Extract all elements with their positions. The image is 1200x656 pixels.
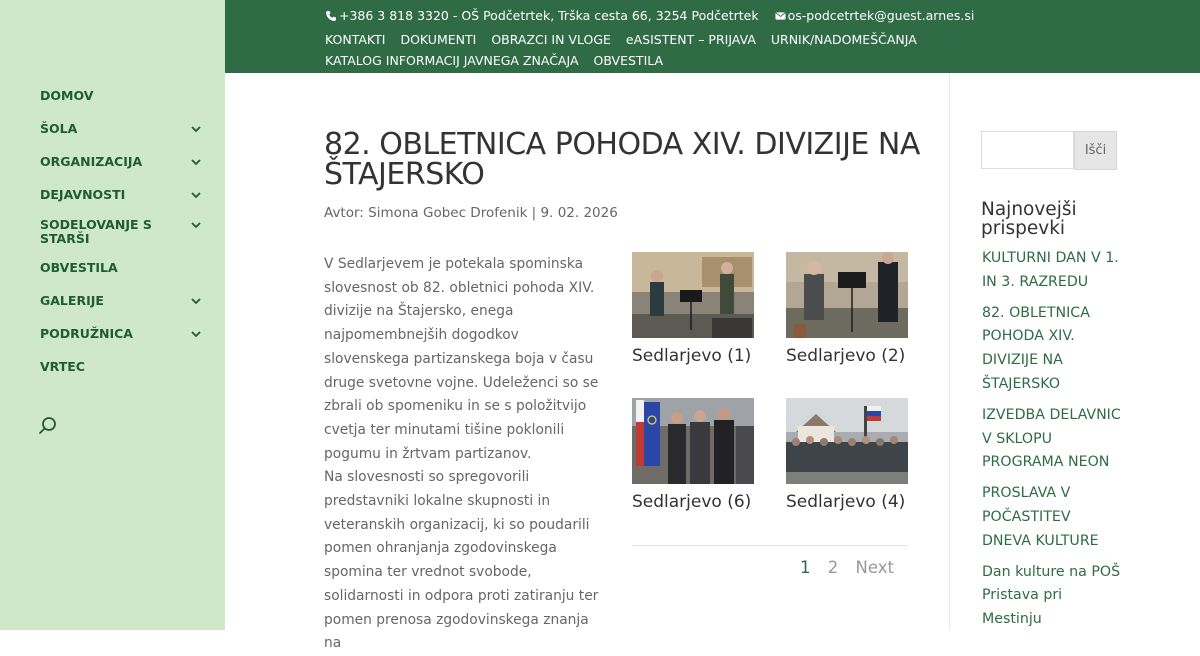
article-paragraph: Na slovesnosti so spregovorili predstavniki lokalne skupnosti in veteranskih organizacij, ki so poudarili pomen ohranjanja zgodovinskega spomina ter vrednot svobode, solidarnosti in odpora proti zatiranju ter pomen prenosa zgodovinskega znanja na	[324, 469, 599, 652]
gallery-caption[interactable]: Sedlarjevo (1)	[632, 346, 752, 366]
article-title: 82. OBLETNICA POHODA XIV. DIVIZIJE NA ŠTAJERSKO	[324, 127, 920, 192]
topnav-katalog-informacij[interactable]: KATALOG INFORMACIJ JAVNEGA ZNAČAJA	[325, 53, 579, 68]
next-page-link[interactable]: Next	[855, 558, 894, 577]
nav-item-label: ORGANIZACIJA	[40, 154, 143, 169]
nav-item-label: VRTEC	[40, 359, 85, 374]
main-nav	[40, 86, 210, 390]
topnav-urnik-nadomescanja[interactable]: URNIK/NADOMEŠČANJA	[770, 32, 917, 47]
topnav-easistent-prijava[interactable]: eASISTENT – PRIJAVA	[625, 32, 756, 47]
nav-item-sola[interactable]	[40, 119, 210, 139]
contact-info	[325, 8, 974, 23]
search-button[interactable]: Išči	[1074, 131, 1117, 170]
content-divider	[949, 73, 950, 630]
gallery-divider	[632, 545, 908, 546]
gallery-thumbnail[interactable]	[632, 398, 754, 484]
topnav-kontakti[interactable]: KONTAKTI	[325, 32, 386, 47]
gallery-caption[interactable]: Sedlarjevo (6)	[632, 492, 752, 512]
article-meta: Avtor: Simona Gobec Drofenik | 9. 02. 2026	[324, 205, 618, 221]
nav-item-podruznica[interactable]	[40, 324, 210, 344]
recent-posts-heading: Najnovejši prispevki	[981, 199, 1077, 239]
nav-item-label: PODRUŽNICA	[40, 326, 133, 341]
nav-item-obvestila[interactable]	[40, 258, 210, 278]
top-header	[225, 0, 1200, 73]
chevron-down-icon[interactable]	[190, 123, 202, 135]
nav-item-label: OBVESTILA	[40, 260, 118, 275]
recent-posts-list	[982, 247, 1122, 639]
gallery-caption[interactable]: Sedlarjevo (4)	[786, 492, 906, 512]
topnav-obrazci-in-vloge[interactable]: OBRAZCI IN VLOGE	[491, 32, 611, 47]
page-2-link[interactable]: 2	[827, 558, 839, 577]
nav-item-dejavnosti[interactable]	[40, 185, 210, 205]
gallery-caption[interactable]: Sedlarjevo (2)	[786, 346, 906, 366]
nav-item-label: SODELOVANJE S STARŠI	[40, 217, 152, 246]
chevron-down-icon[interactable]	[190, 295, 202, 307]
email-link[interactable]: os-podcetrtek@guest.arnes.si	[787, 8, 975, 23]
chevron-down-icon[interactable]	[190, 156, 202, 168]
gallery-item[interactable]	[632, 252, 754, 366]
nav-item-domov[interactable]	[40, 86, 210, 106]
topnav-dokumenti[interactable]: DOKUMENTI	[400, 32, 477, 47]
chevron-down-icon[interactable]	[190, 219, 202, 231]
gallery-item[interactable]	[786, 398, 908, 512]
article-paragraph: V Sedlarjevem je potekala spominska slovesnost ob 82. obletnici pohoda XIV. divizije na Štajersko, enega najpomembnejših dogodkov slovenskega partizanskega boja v času druge svetovne vojne. Udeleženci so se zbrali ob spomeniku in se s položitvijo cvetja ter minutami tišine poklonili pogumu in žrtvam partizanov.	[324, 256, 599, 462]
gallery-thumbnail[interactable]	[786, 252, 908, 338]
chevron-down-icon[interactable]	[190, 189, 202, 201]
nav-item-label: DEJAVNOSTI	[40, 187, 126, 202]
topnav-obvestila[interactable]: OBVESTILA	[593, 53, 664, 68]
nav-item-organizacija[interactable]	[40, 152, 210, 172]
nav-item-label: ŠOLA	[40, 121, 78, 136]
gallery-pagination	[800, 558, 894, 577]
nav-item-label: GALERIJE	[40, 293, 104, 308]
recent-post-link[interactable]: KULTURNI DAN V 1. IN 3. RAZREDU	[982, 250, 1119, 290]
chevron-down-icon[interactable]	[190, 328, 202, 340]
gallery-thumbnail[interactable]	[786, 398, 908, 484]
article-body	[324, 253, 606, 656]
nav-item-label: DOMOV	[40, 88, 94, 103]
gallery-item[interactable]	[786, 252, 908, 366]
recent-post-link[interactable]: IZVEDBA DELAVNIC V SKLOPU PROGRAMA NEON	[982, 406, 1121, 471]
recent-post-link[interactable]: PROSLAVA V POČASTITEV DNEVA KULTURE	[982, 485, 1099, 549]
left-sidebar	[0, 0, 225, 630]
secondary-nav	[325, 29, 965, 71]
recent-post-link[interactable]: Dan kulture na POŠ Pristava pri Mestinju	[982, 563, 1121, 628]
nav-item-vrtec[interactable]	[40, 357, 210, 377]
phone-icon	[325, 10, 337, 22]
envelope-icon	[775, 10, 786, 22]
nav-item-sodelovanje-s-starsi[interactable]	[40, 218, 210, 246]
search-icon[interactable]	[38, 416, 58, 436]
page-1-current[interactable]: 1	[800, 558, 811, 577]
gallery-thumbnail[interactable]	[632, 252, 754, 338]
phone-address-text: +386 3 818 3320 - OŠ Podčetrtek, Trška cesta 66, 3254 Podčetrtek	[339, 8, 759, 23]
search-input[interactable]	[981, 131, 1074, 169]
recent-post-link[interactable]: 82. OBLETNICA POHODA XIV. DIVIZIJE NA ŠTAJERSKO	[982, 304, 1090, 392]
gallery-item[interactable]	[632, 398, 754, 512]
nav-item-galerije[interactable]	[40, 291, 210, 311]
